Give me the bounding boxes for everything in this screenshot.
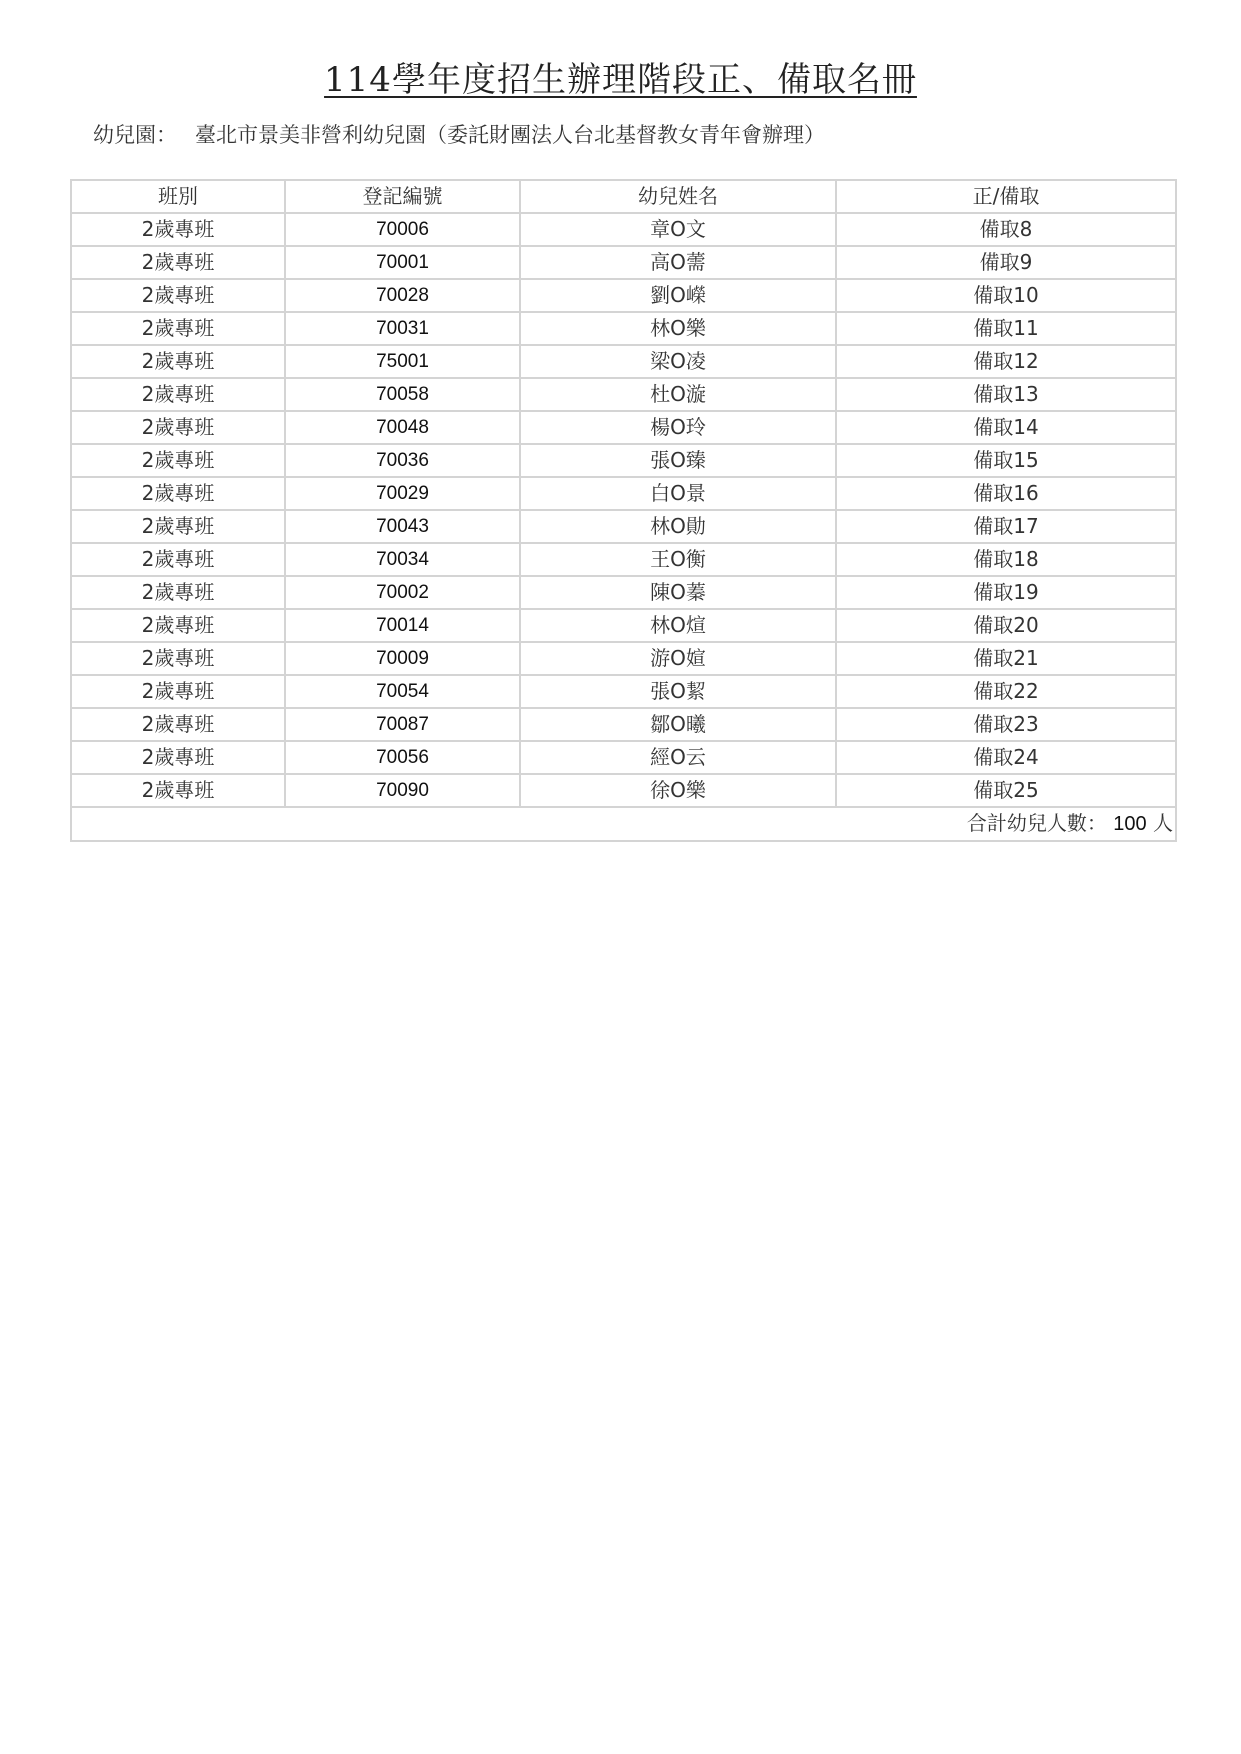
table-row (71, 345, 1176, 378)
cell-class: 2歲專班 (71, 213, 285, 246)
cell-child-name: 王O衡 (520, 543, 836, 576)
cell-admission-status: 備取25 (836, 774, 1176, 807)
cell-child-name: 張O臻 (520, 444, 836, 477)
cell-class: 2歲專班 (71, 543, 285, 576)
cell-class: 2歲專班 (71, 246, 285, 279)
table-row (71, 510, 1176, 543)
roster-body (71, 213, 1176, 807)
cell-registration-number: 75001 (285, 345, 520, 378)
cell-admission-status: 備取22 (836, 675, 1176, 708)
table-row (71, 213, 1176, 246)
cell-admission-status: 備取16 (836, 477, 1176, 510)
cell-registration-number: 70087 (285, 708, 520, 741)
page-title (0, 56, 1241, 104)
roster-table (70, 179, 1177, 842)
total-unit: 人 (1153, 811, 1173, 835)
cell-admission-status: 備取10 (836, 279, 1176, 312)
cell-registration-number: 70036 (285, 444, 520, 477)
cell-admission-status: 備取13 (836, 378, 1176, 411)
cell-registration-number: 70034 (285, 543, 520, 576)
cell-child-name: 游O媗 (520, 642, 836, 675)
cell-child-name: 楊O玲 (520, 411, 836, 444)
header-child-name: 幼兒姓名 (520, 180, 836, 213)
cell-class: 2歲專班 (71, 345, 285, 378)
table-row (71, 543, 1176, 576)
kindergarten-line (93, 120, 825, 150)
cell-class: 2歲專班 (71, 741, 285, 774)
cell-admission-status: 備取15 (836, 444, 1176, 477)
cell-child-name: 陳O蓁 (520, 576, 836, 609)
table-total-row (71, 807, 1176, 841)
cell-admission-status: 備取20 (836, 609, 1176, 642)
cell-child-name: 徐O樂 (520, 774, 836, 807)
cell-registration-number: 70029 (285, 477, 520, 510)
cell-child-name: 林O樂 (520, 312, 836, 345)
cell-registration-number: 70028 (285, 279, 520, 312)
cell-class: 2歲專班 (71, 279, 285, 312)
cell-class: 2歲專班 (71, 312, 285, 345)
total-label: 合計幼兒人數： (966, 811, 1107, 835)
cell-registration-number: 70031 (285, 312, 520, 345)
cell-child-name: 經O云 (520, 741, 836, 774)
cell-registration-number: 70090 (285, 774, 520, 807)
table-row (71, 675, 1176, 708)
cell-child-name: 梁O凌 (520, 345, 836, 378)
total-count: 100 (1113, 813, 1147, 835)
cell-admission-status: 備取14 (836, 411, 1176, 444)
table-row (71, 741, 1176, 774)
table-row (71, 444, 1176, 477)
cell-class: 2歲專班 (71, 477, 285, 510)
cell-registration-number: 70014 (285, 609, 520, 642)
cell-child-name: 章O文 (520, 213, 836, 246)
kindergarten-name: 臺北市景美非營利幼兒園（委託財團法人台北基督教女青年會辦理） (195, 123, 825, 147)
table-row (71, 774, 1176, 807)
cell-class: 2歲專班 (71, 609, 285, 642)
cell-class: 2歲專班 (71, 411, 285, 444)
header-admission-status: 正/備取 (836, 180, 1176, 213)
cell-admission-status: 備取8 (836, 213, 1176, 246)
table-row (71, 708, 1176, 741)
cell-child-name: 張O絜 (520, 675, 836, 708)
cell-admission-status: 備取18 (836, 543, 1176, 576)
cell-class: 2歲專班 (71, 378, 285, 411)
table-row (71, 576, 1176, 609)
cell-registration-number: 70054 (285, 675, 520, 708)
cell-class: 2歲專班 (71, 444, 285, 477)
cell-class: 2歲專班 (71, 510, 285, 543)
table-row (71, 378, 1176, 411)
cell-class: 2歲專班 (71, 675, 285, 708)
cell-registration-number: 70058 (285, 378, 520, 411)
cell-admission-status: 備取11 (836, 312, 1176, 345)
cell-admission-status: 備取17 (836, 510, 1176, 543)
cell-child-name: 鄒O曦 (520, 708, 836, 741)
cell-registration-number: 70048 (285, 411, 520, 444)
page-title-text: 114學年度招生辦理階段正、備取名冊 (324, 60, 917, 100)
cell-child-name: 高O薷 (520, 246, 836, 279)
cell-child-name: 劉O嶸 (520, 279, 836, 312)
table-row (71, 477, 1176, 510)
table-header-row (71, 180, 1176, 213)
cell-admission-status: 備取12 (836, 345, 1176, 378)
cell-child-name: 杜O漩 (520, 378, 836, 411)
cell-registration-number: 70001 (285, 246, 520, 279)
table-row (71, 642, 1176, 675)
header-class: 班別 (71, 180, 285, 213)
table-row (71, 312, 1176, 345)
cell-registration-number: 70009 (285, 642, 520, 675)
cell-class: 2歲專班 (71, 774, 285, 807)
cell-registration-number: 70002 (285, 576, 520, 609)
cell-child-name: 林O勛 (520, 510, 836, 543)
cell-child-name: 林O煊 (520, 609, 836, 642)
cell-admission-status: 備取23 (836, 708, 1176, 741)
cell-admission-status: 備取24 (836, 741, 1176, 774)
cell-registration-number: 70043 (285, 510, 520, 543)
cell-admission-status: 備取9 (836, 246, 1176, 279)
cell-child-name: 白O景 (520, 477, 836, 510)
cell-class: 2歲專班 (71, 576, 285, 609)
total-cell (71, 807, 1176, 841)
table-row (71, 279, 1176, 312)
cell-class: 2歲專班 (71, 642, 285, 675)
table-row (71, 609, 1176, 642)
cell-registration-number: 70006 (285, 213, 520, 246)
cell-admission-status: 備取21 (836, 642, 1176, 675)
cell-registration-number: 70056 (285, 741, 520, 774)
table-row (71, 246, 1176, 279)
kindergarten-label: 幼兒園： (93, 123, 177, 147)
cell-class: 2歲專班 (71, 708, 285, 741)
cell-admission-status: 備取19 (836, 576, 1176, 609)
table-row (71, 411, 1176, 444)
header-registration-number: 登記編號 (285, 180, 520, 213)
